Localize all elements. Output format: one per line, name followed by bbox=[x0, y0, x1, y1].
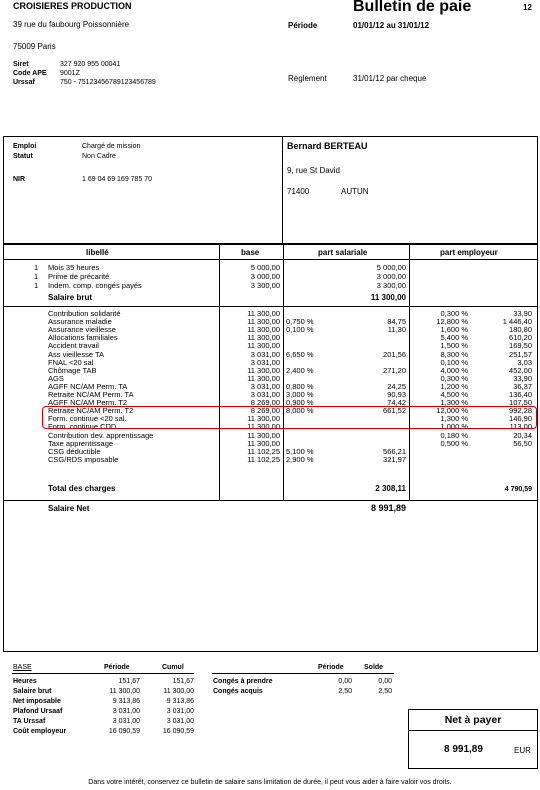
row-employeur-rate: 0,100 % bbox=[440, 357, 468, 367]
table-header-line bbox=[3, 259, 538, 260]
row-employeur-rate: 0,300 % bbox=[440, 373, 468, 383]
row-quantity: 1 bbox=[34, 263, 39, 272]
row-label: Prime de précarité bbox=[48, 272, 110, 281]
row-employeur-amount: 107,50 bbox=[509, 398, 532, 408]
header-part-employeur: part employeur bbox=[440, 248, 498, 257]
reglement-label: Règlement bbox=[288, 74, 327, 83]
summary-cumul-value: 16 090,59 bbox=[162, 728, 194, 735]
summary-cumul-value: 3 031,00 bbox=[166, 708, 194, 715]
row-salarial-rate: 0,800 % bbox=[286, 381, 314, 391]
table-row bbox=[0, 273, 540, 281]
row-base: 11 300,00 bbox=[247, 438, 280, 448]
row-label: AGS bbox=[48, 373, 64, 383]
conges-periode-value: 2,50 bbox=[338, 688, 352, 695]
row-salarial-amount: 11,30 bbox=[387, 325, 406, 335]
summary-periode-value: 9 313,86 bbox=[112, 698, 140, 705]
row-salarial-rate: 6,650 % bbox=[286, 349, 314, 359]
conges-label: Congés à prendre bbox=[213, 678, 273, 685]
row-employeur-amount: 113,00 bbox=[509, 422, 532, 432]
gross-section-line bbox=[3, 306, 538, 307]
row-salarial-rate: 5,100 % bbox=[286, 446, 314, 456]
summary-line-left bbox=[12, 673, 194, 674]
total-charges-employeur: 4 790,59 bbox=[504, 486, 532, 493]
row-employeur-rate: 1,000 % bbox=[440, 422, 468, 432]
conges-row bbox=[0, 678, 540, 686]
conges-col-solde: Solde bbox=[364, 664, 384, 671]
statut-label: Statut bbox=[13, 153, 33, 160]
header-libelle: libellé bbox=[86, 248, 109, 257]
conges-label: Congés acquis bbox=[213, 688, 263, 695]
conges-col-periode: Période bbox=[318, 664, 344, 671]
row-base: 11 300,00 bbox=[247, 422, 280, 432]
row-employeur-rate: 1,600 % bbox=[440, 325, 468, 335]
summary-periode-value: 3 031,00 bbox=[112, 718, 140, 725]
row-employeur-amount: 452,00 bbox=[509, 365, 532, 375]
row-label: Taxe apprentissage bbox=[48, 438, 114, 448]
row-label: AGFF NC/AM Perm. TA bbox=[48, 381, 128, 391]
summary-label: Coût employeur bbox=[13, 728, 67, 735]
statut-value: Non Cadre bbox=[82, 153, 116, 160]
row-salarial-amount: 84,75 bbox=[387, 317, 406, 327]
table-row bbox=[0, 264, 540, 272]
row-employeur-amount: 136,40 bbox=[509, 390, 532, 399]
row-employeur-amount: 610,20 bbox=[509, 333, 532, 343]
row-label: Ass vieillesse TA bbox=[48, 349, 104, 359]
row-base: 5 000,00 bbox=[250, 263, 280, 272]
employee-postcode: 71400 bbox=[287, 187, 310, 196]
row-salarial-amount: 3 300,00 bbox=[376, 281, 406, 290]
summary-cumul-value: 11 300,00 bbox=[163, 688, 194, 695]
row-label: CSG/RDS imposable bbox=[48, 454, 119, 464]
employee-box-divider bbox=[282, 136, 283, 244]
row-salarial-rate: 3,000 % bbox=[286, 390, 314, 399]
row-label: Indem. comp. congés payés bbox=[48, 281, 142, 290]
nir-label: NIR bbox=[13, 176, 26, 183]
row-base: 3 300,00 bbox=[250, 281, 280, 290]
row-employeur-rate: 12,000 % bbox=[436, 406, 468, 416]
employee-city: AUTUN bbox=[341, 187, 369, 196]
row-salarial-amount: 24,25 bbox=[387, 381, 406, 391]
row-label: Retraite NC/AM Perm. T2 bbox=[48, 406, 134, 416]
table-row bbox=[0, 282, 540, 290]
row-base: 3 031,00 bbox=[250, 357, 280, 367]
row-employeur-amount: 20,34 bbox=[513, 430, 532, 440]
net-a-payer-title: Net à payer bbox=[444, 714, 502, 726]
row-employeur-rate: 1,300 % bbox=[440, 398, 468, 408]
siret-value: 327 920 955 00041 bbox=[60, 61, 121, 68]
header-part-salariale: part salariale bbox=[318, 248, 368, 257]
row-salarial-rate: 0,900 % bbox=[286, 398, 314, 408]
row-salarial-rate: 8,000 % bbox=[286, 406, 314, 416]
siret-label: Siret bbox=[13, 61, 29, 68]
summary-periode-value: 11 300,00 bbox=[109, 688, 140, 695]
row-employeur-rate: 1,200 % bbox=[440, 381, 468, 391]
summary-label: Net imposable bbox=[13, 698, 61, 705]
row-label: AGFF NC/AM Perm. T2 bbox=[48, 398, 128, 408]
row-base: 11 300,00 bbox=[247, 341, 280, 351]
summary-periode-value: 151,67 bbox=[118, 678, 140, 685]
row-salarial-amount: 201,56 bbox=[383, 349, 406, 359]
row-base: 11 300,00 bbox=[247, 333, 280, 343]
row-label: Chômage TAB bbox=[48, 365, 97, 375]
row-base: 11 300,00 bbox=[247, 373, 280, 383]
row-employeur-rate: 8,300 % bbox=[440, 349, 468, 359]
row-base: 3 031,00 bbox=[250, 381, 280, 391]
row-base: 11 300,00 bbox=[247, 414, 280, 424]
row-employeur-amount: 36,37 bbox=[513, 381, 532, 391]
salaire-brut-value: 11 300,00 bbox=[370, 293, 406, 302]
row-employeur-amount: 251,57 bbox=[509, 349, 532, 359]
row-base: 11 300,00 bbox=[247, 317, 280, 327]
ape-value: 9001Z bbox=[60, 70, 80, 77]
company-address-street: 39 rue du faubourg Poissonnière bbox=[13, 20, 130, 29]
net-section-line bbox=[3, 500, 538, 501]
row-label: Mois 35 heures bbox=[48, 263, 100, 272]
summary-line-right bbox=[212, 673, 394, 674]
row-salarial-amount: 321,97 bbox=[383, 454, 406, 464]
row-base: 11 300,00 bbox=[247, 365, 280, 375]
row-employeur-rate: 0,500 % bbox=[440, 438, 468, 448]
summary-label: Plafond Ursaaf bbox=[13, 708, 63, 715]
row-label: CSG déductible bbox=[48, 446, 101, 456]
row-salarial-amount: 5 000,00 bbox=[376, 263, 406, 272]
row-employeur-rate: 12,800 % bbox=[436, 317, 468, 327]
summary-periode-value: 16 090,59 bbox=[108, 728, 140, 735]
emploi-label: Emploi bbox=[13, 143, 37, 150]
row-base: 8 269,00 bbox=[250, 406, 280, 416]
row-label: Retraite NC/AM Perm. TA bbox=[48, 390, 134, 399]
row-employeur-rate: 0,300 % bbox=[440, 309, 468, 318]
row-salarial-rate: 0,100 % bbox=[286, 325, 314, 335]
periode-label: Période bbox=[288, 21, 318, 30]
company-address-city: 75009 Paris bbox=[13, 42, 56, 51]
row-label: Assurance maladie bbox=[48, 317, 112, 327]
header-base: base bbox=[241, 248, 260, 257]
employee-name: Bernard BERTEAU bbox=[287, 141, 368, 151]
row-label: Accident travail bbox=[48, 341, 99, 351]
row-employeur-rate: 5,400 % bbox=[440, 333, 468, 343]
row-employeur-amount: 56,50 bbox=[513, 438, 532, 448]
salaire-net-label: Salaire Net bbox=[48, 504, 90, 513]
urssaf-label: Urssaf bbox=[13, 79, 35, 86]
urssaf-value: 750 - 75123456789123456789 bbox=[60, 79, 156, 86]
row-base: 3 031,00 bbox=[250, 349, 280, 359]
row-salarial-rate: 2,900 % bbox=[286, 454, 314, 464]
row-base: 11 300,00 bbox=[247, 309, 280, 318]
reglement-value: 31/01/12 par cheque bbox=[353, 74, 427, 83]
net-a-payer-divider bbox=[408, 730, 538, 731]
row-base: 8 269,00 bbox=[250, 398, 280, 408]
net-a-payer-amount: 8 991,89 bbox=[444, 744, 483, 755]
row-salarial-amount: 661,52 bbox=[383, 406, 406, 416]
row-employeur-rate: 4,500 % bbox=[440, 390, 468, 399]
row-employeur-rate: 0,180 % bbox=[440, 430, 468, 440]
conges-row bbox=[0, 688, 540, 696]
salaire-brut-label: Salaire brut bbox=[48, 293, 93, 302]
row-base: 3 000,00 bbox=[250, 272, 280, 281]
table-row bbox=[0, 456, 540, 464]
row-salarial-amount: 74,42 bbox=[387, 398, 406, 408]
row-salarial-amount: 566,21 bbox=[383, 446, 406, 456]
row-employeur-amount: 146,90 bbox=[509, 414, 532, 424]
conges-solde-value: 2,50 bbox=[378, 688, 392, 695]
row-employeur-amount: 180,80 bbox=[509, 325, 532, 335]
summary-row bbox=[0, 698, 540, 706]
row-quantity: 1 bbox=[34, 281, 39, 290]
summary-cumul-value: 9 313,86 bbox=[166, 698, 194, 705]
row-base: 11 102,25 bbox=[247, 454, 280, 464]
row-salarial-amount: 90,93 bbox=[387, 390, 406, 399]
company-name: CROISIERES PRODUCTION bbox=[13, 1, 132, 11]
ape-label: Code APE bbox=[13, 70, 47, 77]
total-charges-salarial: 2 308,11 bbox=[375, 484, 406, 493]
row-label: Allocations familiales bbox=[48, 333, 118, 343]
row-employeur-amount: 169,50 bbox=[509, 341, 532, 351]
row-employeur-rate: 1,300 % bbox=[440, 414, 468, 424]
total-charges-label: Total des charges bbox=[48, 484, 116, 493]
row-label: Contribution dev. apprentissage bbox=[48, 430, 154, 440]
summary-col-cumul: Cumul bbox=[162, 664, 184, 671]
conges-periode-value: 0,00 bbox=[338, 678, 352, 685]
conges-solde-value: 0,00 bbox=[378, 678, 392, 685]
row-salarial-rate: 0,750 % bbox=[286, 317, 314, 327]
document-title: Bulletin de paie bbox=[353, 0, 472, 15]
row-base: 11 300,00 bbox=[247, 325, 280, 335]
row-employeur-amount: 33,90 bbox=[513, 309, 532, 318]
summary-col-periode: Période bbox=[104, 664, 130, 671]
summary-base-label: BASE bbox=[13, 664, 32, 671]
row-label: Form. continue CDD bbox=[48, 422, 117, 432]
row-quantity: 1 bbox=[34, 272, 39, 281]
row-base: 11 300,00 bbox=[247, 430, 280, 440]
row-salarial-amount: 3 000,00 bbox=[376, 272, 406, 281]
row-label: Contribution solidarité bbox=[48, 309, 121, 318]
row-employeur-amount: 1 446,40 bbox=[502, 317, 532, 327]
row-label: FNAL <20 sal bbox=[48, 357, 94, 367]
row-label: Assurance vieillesse bbox=[48, 325, 116, 335]
footer-notice: Dans votre intérêt, conservez ce bulletin de salaire sans limitation de durée, il peut vous aider à faire valoir vos droits. bbox=[88, 779, 452, 786]
summary-label: Heures bbox=[13, 678, 37, 685]
row-employeur-amount: 992,28 bbox=[509, 406, 532, 416]
row-label: Form. continue <20 sal. bbox=[48, 414, 127, 424]
page-number: 12 bbox=[523, 3, 532, 12]
row-employeur-rate: 4,000 % bbox=[440, 365, 468, 375]
summary-periode-value: 3 031,00 bbox=[112, 708, 140, 715]
employee-street: 9, rue St David bbox=[287, 166, 340, 175]
row-salarial-amount: 271,20 bbox=[383, 365, 406, 375]
nir-value: 1 69 04 69 169 785 70 bbox=[82, 176, 153, 183]
summary-cumul-value: 3 031,00 bbox=[166, 718, 194, 725]
salaire-net-value: 8 991,89 bbox=[370, 503, 406, 513]
net-a-payer-currency: EUR bbox=[514, 746, 531, 755]
row-base: 3 031,00 bbox=[250, 390, 280, 399]
row-employeur-amount: 3,03 bbox=[517, 357, 532, 367]
summary-label: Salaire brut bbox=[13, 688, 52, 695]
row-employeur-rate: 1,500 % bbox=[440, 341, 468, 351]
summary-label: TA Urssaf bbox=[13, 718, 46, 725]
emploi-value: Chargé de mission bbox=[82, 143, 141, 150]
row-employeur-amount: 33,90 bbox=[513, 373, 532, 383]
row-salarial-rate: 2,400 % bbox=[286, 365, 314, 375]
periode-value: 01/01/12 au 31/01/12 bbox=[353, 21, 430, 30]
highlight-annotation bbox=[42, 406, 537, 432]
summary-cumul-value: 151,67 bbox=[172, 678, 194, 685]
row-base: 11 102,25 bbox=[247, 446, 280, 456]
